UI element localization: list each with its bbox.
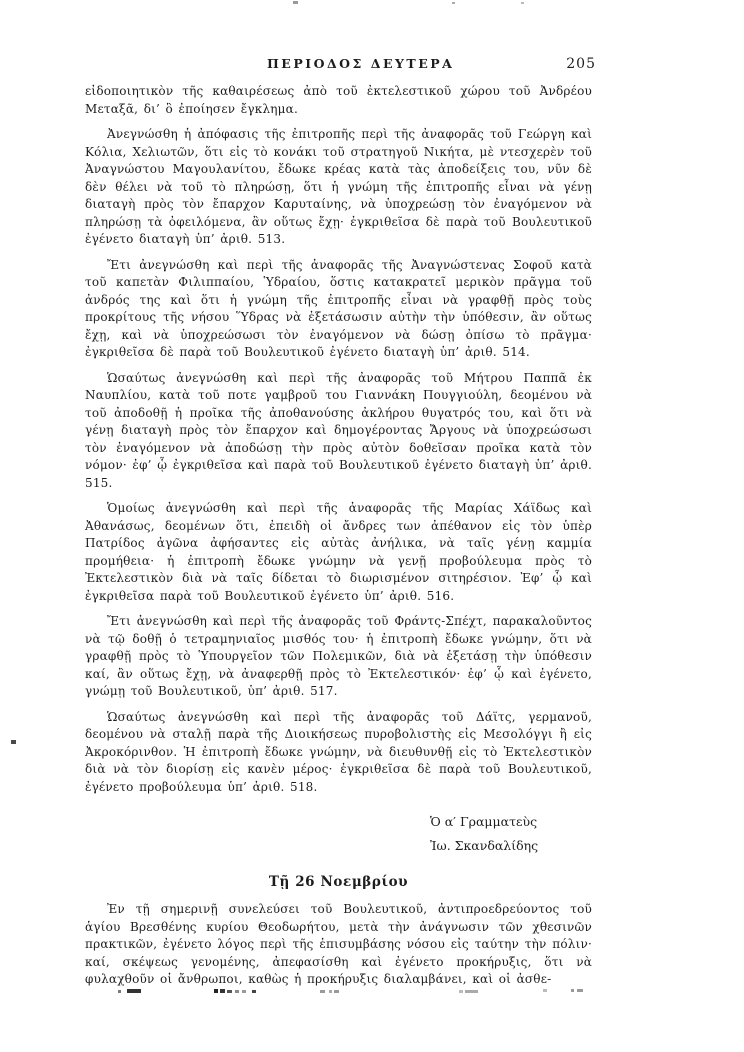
- session-body: [85, 901, 592, 989]
- paragraph-decree-517: Ἔτι ἀνεγνώσθη καὶ περὶ τῆς ἀναφορᾶς τοῦ Φράντς-Σπέχτ, παρακαλοῦντος νὰ τῷ δοθῇ ὁ τετραμηνιαῖος μισθός του· ἡ ἐπιτροπὴ ἔδωκε γνώμην, ὅτι νὰ γραφθῇ πρὸς τὸ Ὑπουργεῖον τῶν Πολεμικῶν, διὰ νὰ ἐξετάσῃ τὴν ὑπόθεσιν καί, ἂν οὕτως ἔχῃ, νὰ ἀναφερθῇ πρὸς τὸ Ἐκτελεστικόν· ἐφ’ ᾧ καὶ ἐγένετο, γνώμῃ τοῦ Βουλευτικοῦ, ὑπ’ ἀριθ. 517.: [85, 614, 592, 698]
- scan-dash: [465, 990, 478, 993]
- minutes-body: [85, 83, 592, 796]
- scan-speck: [521, 2, 524, 4]
- scan-dash: [118, 990, 121, 993]
- scan-dash: [214, 989, 218, 993]
- paragraph-decree-514: Ἔτι ἀνεγνώσθη καὶ περὶ τῆς ἀναφορᾶς τῆς Ἀναγνώστενας Σοφοῦ κατὰ τοῦ καπετὰν Φιλιππαίου, Ὑδραίου, ὅστις κατακρατεῖ μερικὸν πρᾶγμα τοῦ ἀνδρός της καὶ ὅτι ἡ γνώμη τῆς ἐπιτροπῆς εἶναι νὰ γραφθῇ πρὸς τοὺς προκρίτους τῆς νήσου Ὕδρας νὰ ἐξετάσωσιν αὐτὴν τὴν ὑπόθεσιν, ἂν οὕτως ἔχῃ, καὶ νὰ ὑποχρεώσωσι τὸν ἐναγόμενον νὰ δώσῃ ὀπίσω τὸ πρᾶγμα· ἐγκριθεῖσα δὲ παρὰ τοῦ Βουλευτικοῦ ἐγένετο διαταγὴ ὑπ’ ἀριθ. 514.: [85, 257, 592, 359]
- text-column: [85, 54, 596, 989]
- page-number: 205: [566, 56, 596, 72]
- running-header: [85, 54, 596, 78]
- paragraph-decree-515: Ὡσαύτως ἀνεγνώσθη καὶ περὶ τῆς ἀναφορᾶς τοῦ Μήτρου Παππᾶ ἐκ Ναυπλίου, κατὰ τοῦ ποτε γαμβροῦ του Γιαννάκη Πουγγιούλη, δεομένου νὰ τοῦ ἀποδοθῇ ἡ προῖκα τῆς ἀποθανούσης ἀκλήρου θυγατρός του, καὶ ὅτι νὰ γένῃ διαταγὴ πρὸς τὸν ἔπαρχον καὶ δημογέροντας Ἄργους νὰ ὑποχρεώσωσι τὸν ἐναγόμενον νὰ ἀποδώσῃ τὴν πρὸς αὐτὸν δοθεῖσαν προῖκα κατὰ τὸν νόμον· ἐφ’ ᾧ ἐγκριθεῖσα καὶ παρὰ τοῦ Βουλευτικοῦ ἐγένετο διαταγὴ ὑπ’ ἀριθ. 515.: [85, 370, 592, 490]
- scan-dash: [127, 989, 141, 993]
- scan-dash: [577, 989, 583, 992]
- scan-speck: [452, 2, 455, 4]
- signature-name: Ἰω. Σκανδαλίδης: [430, 838, 539, 853]
- paragraph-session-opening: Ἐν τῇ σημερινῇ συνελεύσει τοῦ Βουλευτικοῦ, ἀντιπροεδρεύοντος τοῦ ἁγίου Βρεσθένης κυρίου Θεοδωρήτου, μετὰ τὴν ἀνάγνωσιν τῶν χθεσινῶν πρακτικῶν, ἐγένετο λόγος περὶ τῆς ἐπισυμβάσης νόσου εἰς ταύτην τὴν πόλιν· καί, σκέψεως γενομένης, ἀπεφασίσθη καὶ ἐγένετο προκήρυξις, ὅτι νὰ φυλαχθοῦν οἱ ἄνθρωποι, καθὼς ἡ προκήρυξις διαλαμβάνει, καὶ οἱ ἀσθε-: [85, 902, 592, 986]
- scan-dash: [242, 990, 246, 993]
- scan-dash: [543, 989, 547, 992]
- running-title: ΠΕΡΙΟΔΟΣ ΔΕΥΤΕΡΑ: [267, 56, 455, 71]
- signature-role: Ὁ α′ Γραμματεὺς: [430, 814, 538, 829]
- paragraph-decree-513: Ἀνεγνώσθη ἡ ἀπόφασις τῆς ἐπιτροπῆς περὶ τῆς ἀναφορᾶς τοῦ Γεώργη καὶ Κόλια, Χελιωτῶν, ὅτι εἰς τὸ κονάκι τοῦ στρατηγοῦ Νικήτα, μὲ ντεσχερὲν τοῦ Ἀναγνώστου Μαγουλανίτου, ἔδωκε κρέας κατὰ τὰς ἀποδείξεις του, νῦν δὲ δὲν θέλει νὰ τοῦ τὸ πληρώσῃ, ὅτι ἡ γνώμη τῆς ἐπιτροπῆς εἶναι νὰ γένῃ διαταγὴ πρὸς τὸν ἔπαρχον Καρυταίνης, νὰ ὑποχρεώσῃ τὸν ἐναγόμενον νὰ πληρώσῃ τὰ ὀφειλόμενα, ἂν οὕτως ἔχῃ· ἐγκριθεῖσα δὲ παρὰ τοῦ Βουλευτικοῦ ἐγένετο διαταγὴ ὑπ’ ἀριθ. 513.: [85, 127, 592, 246]
- scan-dash: [329, 990, 332, 993]
- scan-dash: [320, 990, 325, 993]
- session-date-heading: Τῇ 26 Νοεμβρίου: [268, 874, 409, 890]
- scan-dash: [235, 990, 239, 993]
- scan-dash: [220, 989, 225, 993]
- scan-dash: [571, 989, 574, 992]
- paragraph-decree-518: Ὡσαύτως ἀνεγνώσθη καὶ περὶ τῆς ἀναφορᾶς τοῦ Δάϊτς, γερμανοῦ, δεομένου νὰ σταλῇ παρὰ τῆς Διοικήσεως πυροβολιστὴς εἰς Μεσολόγγι ἢ εἰς Ἀκροκόρινθον. Ἡ ἐπιτροπὴ ἔδωκε γνώμην, νὰ διευθυνθῇ εἰς τὸ Ἐκτελεστικὸν διὰ νὰ τὸν διορίσῃ εἰς κανὲν μέρος· ἐγκριθεῖσα δὲ παρὰ τοῦ Βουλευτικοῦ, ἐγένετο προβούλευμα ὑπ’ ἀριθ. 518.: [85, 709, 592, 794]
- scan-dash: [334, 990, 339, 993]
- scan-speck: [293, 1, 298, 4]
- paragraph-continuation: εἰδοποιητικὸν τῆς καθαιρέσεως ἀπὸ τοῦ ἐκτελεστικοῦ χώρου τοῦ Ἀνδρέου Μεταξᾶ, δι’ ὃ ἐποίησεν ἔγκλημα.: [85, 84, 592, 116]
- scan-speck: [11, 740, 16, 744]
- scan-dash: [252, 990, 256, 993]
- scan-dash: [227, 990, 232, 993]
- signature-block: [430, 810, 592, 858]
- paragraph-decree-516: Ὁμοίως ἀνεγνώσθη καὶ περὶ τῆς ἀναφορᾶς τῆς Μαρίας Χάϊδως καὶ Ἀθανάσως, δεομένων ὅτι, ἐπειδὴ οἱ ἄνδρες των ἀπέθανον εἰς τὸν ὑπὲρ Πατρίδος ἀγῶνα ἀφήσαντες εἰς αὐτὰς ἀνήλικα, νὰ ταῖς γένῃ καμμία προμήθεια· ἡ ἐπιτροπὴ ἔδωκε γνώμην νὰ γενῇ προβούλευμα πρὸς τὸ Ἐκτελεστικὸν διὰ νὰ ταῖς δίδεται τὸ διωρισμένον σιτηρέσιον. Ἐφ’ ᾧ καὶ ἐγκριθεῖσα παρὰ τοῦ Βουλευτικοῦ ἐγένετο ὑπ’ ἀριθ. 516.: [85, 501, 592, 603]
- scan-dash: [459, 990, 463, 993]
